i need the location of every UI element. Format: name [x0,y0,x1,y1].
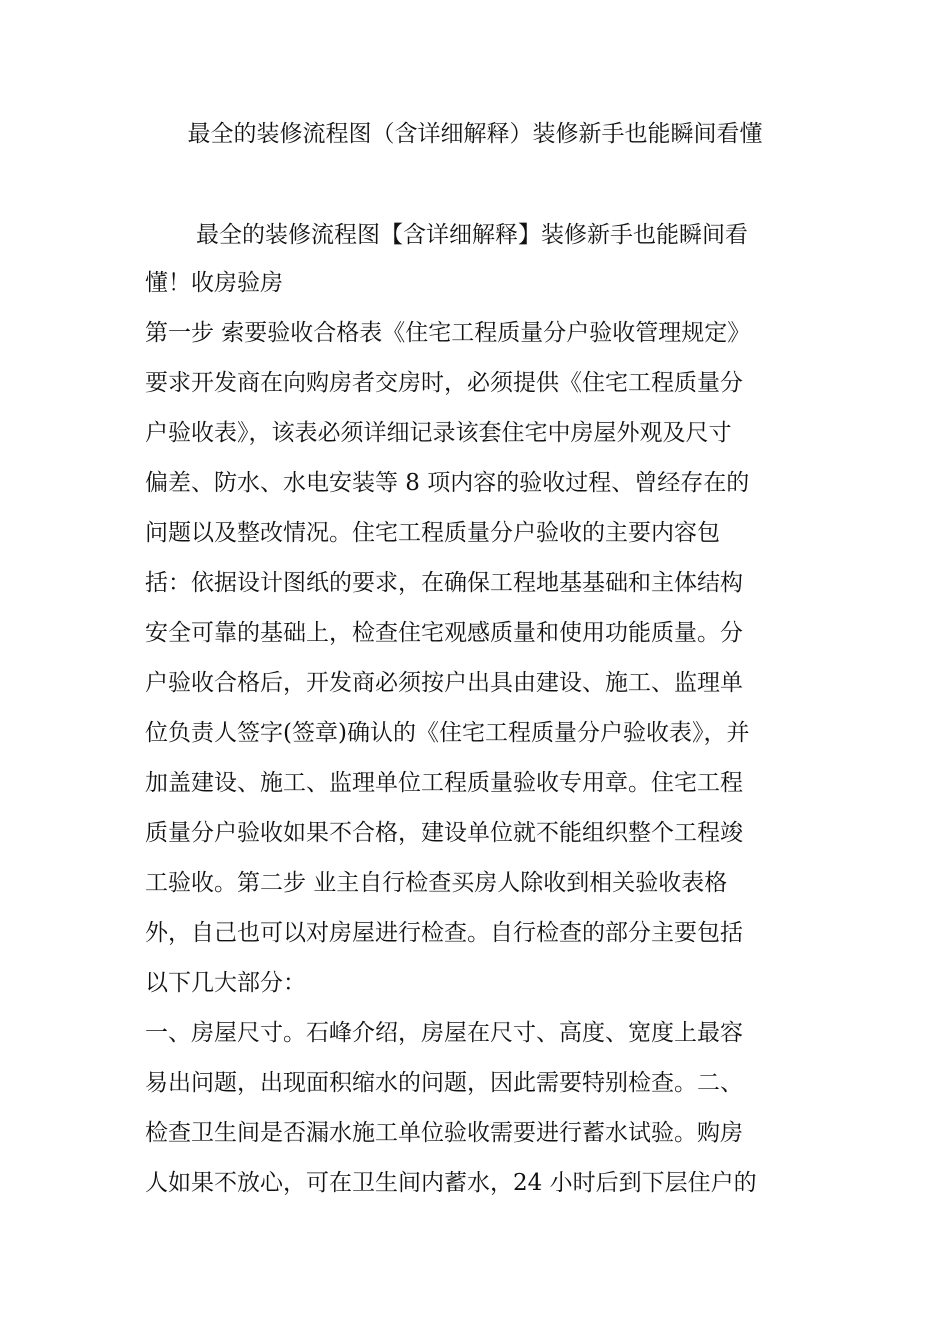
paragraph-line: 位负责人签字(签章)确认的《住宅工程质量分户验收表》，并 [145,720,750,746]
paragraph-line: 外，自己也可以对房屋进行检查。自行检查的部分主要包括 [145,920,743,946]
paragraph-line: 最全的装修流程图【含详细解释】装修新手也能瞬间看 [196,222,748,248]
paragraph-line: 要求开发商在向购房者交房时，必须提供《住宅工程质量分 [145,370,743,396]
paragraph-line: 以下几大部分： [145,970,306,996]
document-title: 最全的装修流程图（含详细解释）装修新手也能瞬间看懂 [187,121,763,147]
paragraph-line: 懂！收房验房 [145,270,283,296]
paragraph-line: 质量分户验收如果不合格，建设单位就不能组织整个工程竣 [145,820,743,846]
paragraph-line: 户验收表》，该表必须详细记录该套住宅中房屋外观及尺寸 [145,420,732,446]
paragraph-line: 检查卫生间是否漏水施工单位验收需要进行蓄水试验。购房 [145,1120,743,1146]
paragraph-line: 偏差、防水、水电安装等 8 项内容的验收过程、曾经存在的 [145,470,750,496]
paragraph-line: 问题以及整改情况。住宅工程质量分户验收的主要内容包 [145,520,720,546]
paragraph-line: 括：依据设计图纸的要求，在确保工程地基基础和主体结构 [145,570,743,596]
paragraph-line: 户验收合格后，开发商必须按户出具由建设、施工、监理单 [145,670,743,696]
paragraph-line: 加盖建设、施工、监理单位工程质量验收专用章。住宅工程 [145,770,743,796]
paragraph-line: 工验收。第二步 业主自行检查买房人除收到相关验收表格 [145,870,728,896]
paragraph-line: 第一步 索要验收合格表《住宅工程质量分户验收管理规定》 [145,320,751,346]
paragraph-line: 人如果不放心，可在卫生间内蓄水，24 小时后到下层住户的 [145,1170,757,1196]
paragraph-line: 安全可靠的基础上，检查住宅观感质量和使用功能质量。分 [145,620,743,646]
paragraph-line: 易出问题，出现面积缩水的问题，因此需要特别检查。二、 [145,1070,743,1096]
paragraph-line: 一、房屋尺寸。石峰介绍，房屋在尺寸、高度、宽度上最容 [145,1020,743,1046]
